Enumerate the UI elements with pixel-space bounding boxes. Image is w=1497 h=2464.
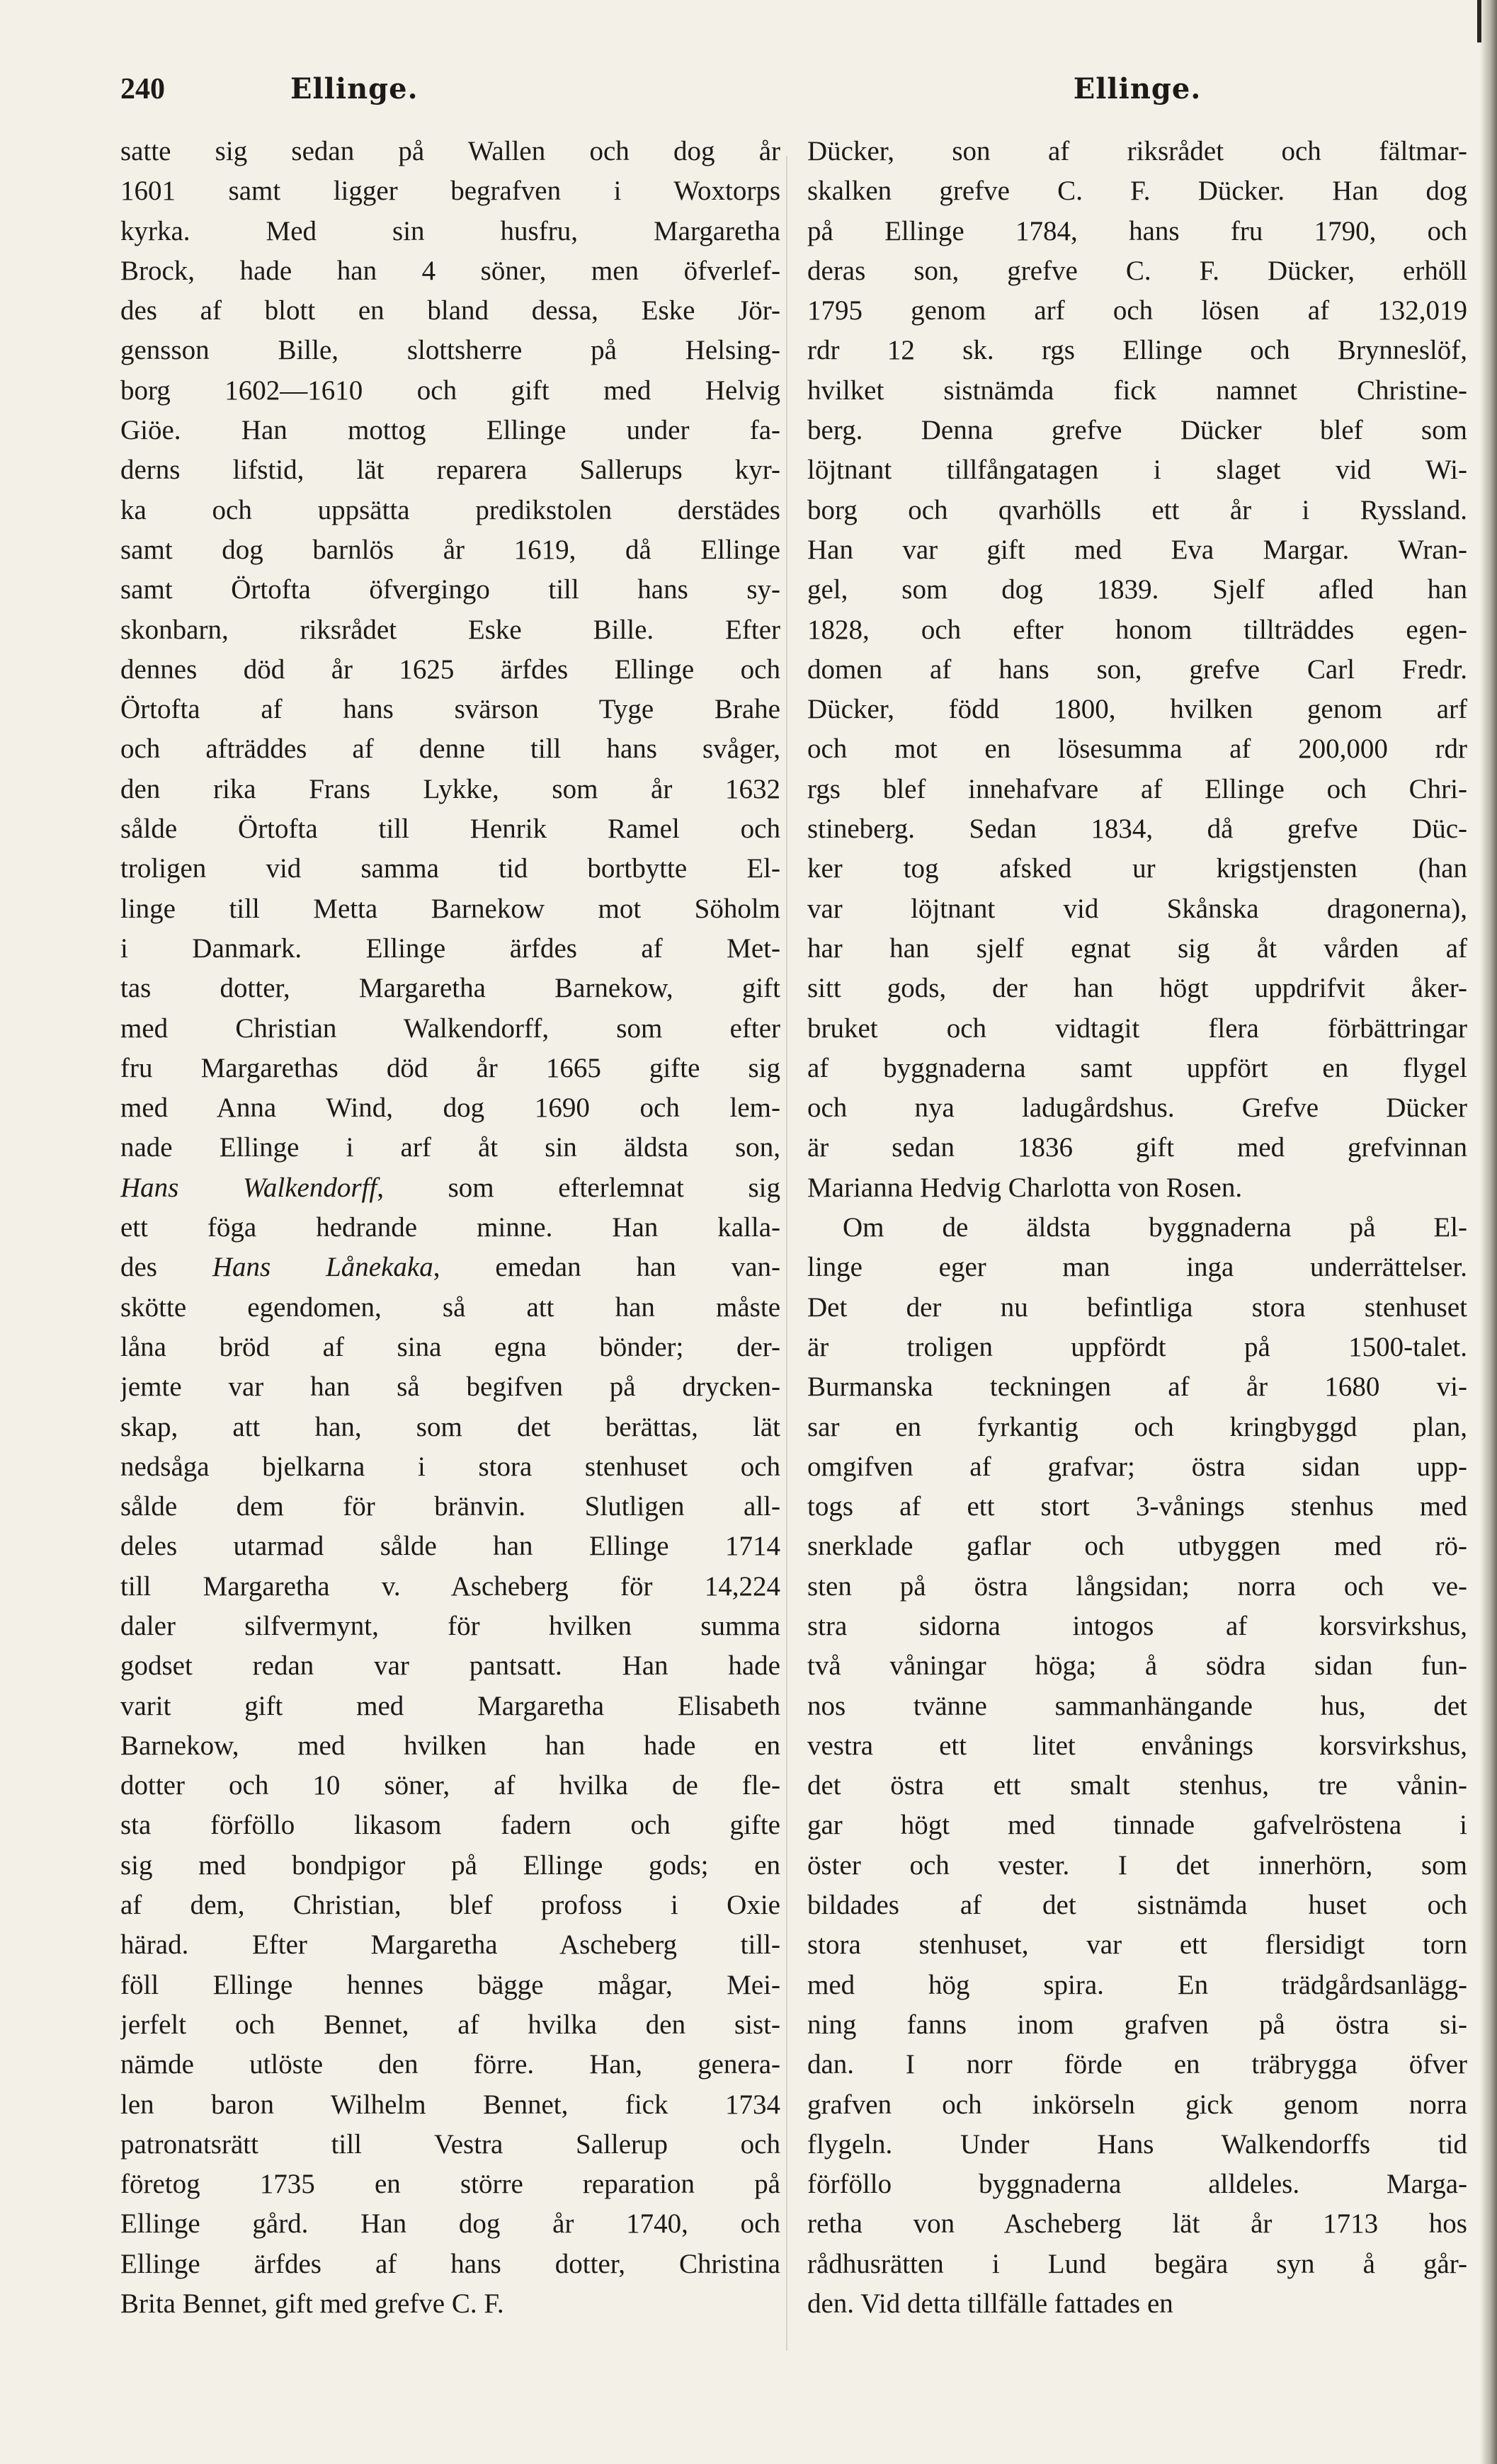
text-line: Marianna Hedvig Charlotta von Rosen. — [807, 1172, 1243, 1203]
text-line: den rika Frans Lykke, som år 1632 — [120, 773, 780, 804]
text-line: sålde dem för bränvin. Slutligen all- — [120, 1491, 780, 1522]
text-line: sten på östra långsidan; norra och ve- — [807, 1570, 1467, 1602]
text-line: två våningar höga; å södra sidan fun- — [807, 1650, 1467, 1682]
text-line: stineberg. Sedan 1834, då grefve Düc- — [807, 814, 1467, 845]
text-line: skap, att han, som det berättas, lät — [120, 1411, 780, 1442]
text-line: Han var gift med Eva Margar. Wran- — [807, 534, 1467, 565]
text-line: Om de äldsta byggnaderna på El- — [843, 1212, 1467, 1243]
text-line: skonbarn, riksrådet Eske Bille. Efter — [120, 614, 780, 645]
text-line: flygeln. Under Hans Walkendorffs tid — [807, 2128, 1467, 2160]
text-line: dennes död år 1625 ärfdes Ellinge och — [120, 654, 780, 685]
text-line: omgifven af grafvar; östra sidan upp- — [807, 1451, 1467, 1482]
text-line: sig med bondpigor på Ellinge gods; en — [120, 1849, 780, 1881]
left-page-header — [120, 68, 772, 110]
text-line: den. Vid detta tillfälle fattades en — [807, 2288, 1173, 2320]
text-line: Hans Walkendorff, som efterlemnat sig — [120, 1172, 780, 1203]
text-line: Barnekow, med hvilken han hade en — [120, 1730, 780, 1761]
text-line: berg. Denna grefve Dücker blef som — [807, 415, 1467, 446]
text-line: Örtofta af hans svärson Tyge Brahe — [120, 694, 780, 725]
text-line: dotter och 10 söner, af hvilka de fle- — [120, 1770, 780, 1801]
text-line: härad. Efter Margaretha Ascheberg till- — [120, 1929, 780, 1961]
text-line: gel, som dog 1839. Sjelf afled han — [807, 574, 1467, 605]
text-line: gensson Bille, slottsherre på Helsing- — [120, 335, 780, 366]
text-line: bruket och vidtagit flera förbättringar — [807, 1013, 1467, 1044]
text-line: gar högt med tinnade gafvelröstena i — [807, 1810, 1467, 1841]
left-running-title: Ellinge. — [290, 72, 419, 105]
text-line: och nya ladugårdshus. Grefve Dücker — [807, 1093, 1467, 1124]
book-edge-mark — [1477, 0, 1481, 42]
text-line: med hög spira. En trädgårdsanlägg- — [807, 1969, 1467, 2000]
page-number: 240 — [120, 73, 165, 105]
text-line: Ellinge ärfdes af hans dotter, Christina — [120, 2248, 780, 2279]
text-line: troligen vid samma tid bortbytte El- — [120, 853, 780, 884]
text-line: linge eger man inga underrättelser. — [807, 1252, 1467, 1283]
text-line: sar en fyrkantig och kringbyggd plan, — [807, 1411, 1467, 1442]
text-line: rgs blef innehafvare af Ellinge och Chri- — [807, 773, 1467, 804]
text-line: Ellinge gård. Han dog år 1740, och — [120, 2208, 780, 2240]
text-line: stora stenhuset, var ett flersidigt torn — [807, 1929, 1467, 1961]
text-line: bildades af det sistnämda huset och — [807, 1890, 1467, 1921]
column-divider — [786, 156, 787, 2351]
text-line: linge till Metta Barnekow mot Söholm — [120, 893, 780, 924]
text-line: ning fanns inom grafven på östra si- — [807, 2009, 1467, 2040]
text-line: sta förföllo likasom fadern och gifte — [120, 1810, 780, 1841]
text-line: löjtnant tillfångatagen i slaget vid Wi- — [807, 455, 1467, 486]
text-line: till Margaretha v. Ascheberg för 14,224 — [120, 1570, 780, 1602]
text-line: föll Ellinge hennes bägge mågar, Mei- — [120, 1969, 780, 2000]
text-line: förföllo byggnaderna alldeles. Marga- — [807, 2169, 1467, 2200]
text-line: af byggnaderna samt uppfört en flygel — [807, 1052, 1467, 1083]
left-text-column — [120, 132, 780, 2324]
text-line: rådhusrätten i Lund begära syn å går- — [807, 2248, 1467, 2279]
text-line: satte sig sedan på Wallen och dog år — [120, 136, 780, 166]
text-line: rdr 12 sk. rgs Ellinge och Brynneslöf, — [807, 335, 1467, 366]
text-line: är sedan 1836 gift med grefvinnan — [807, 1132, 1467, 1163]
text-line: är troligen uppfördt på 1500-talet. — [807, 1331, 1467, 1362]
right-text-column — [807, 132, 1467, 2324]
text-line: Burmanska teckningen af år 1680 vi- — [807, 1371, 1467, 1403]
text-line: Giöe. Han mottog Ellinge under fa- — [120, 415, 780, 446]
text-line: borg 1602—1610 och gift med Helvig — [120, 375, 780, 406]
text-line: grafven och inkörseln gick genom norra — [807, 2089, 1467, 2120]
text-line: låna bröd af sina egna bönder; der- — [120, 1331, 780, 1362]
text-line: domen af hans son, grefve Carl Fredr. — [807, 654, 1467, 685]
text-line: af dem, Christian, blef profoss i Oxie — [120, 1890, 780, 1921]
text-line: deras son, grefve C. F. Dücker, erhöll — [807, 255, 1467, 286]
text-line: 1601 samt ligger begrafven i Woxtorps — [120, 176, 780, 207]
text-line: daler silfvermynt, för hvilken summa — [120, 1610, 780, 1641]
text-line: des af blott en bland dessa, Eske Jör- — [120, 295, 780, 326]
text-line: skötte egendomen, så att han måste — [120, 1291, 780, 1323]
text-line: det östra ett smalt stenhus, tre vånin- — [807, 1770, 1467, 1801]
text-line: godset redan var pantsatt. Han hade — [120, 1650, 780, 1682]
text-line: stra sidorna intogos af korsvirkshus, — [807, 1610, 1467, 1641]
text-line: Brock, hade han 4 söner, men öfverlef- — [120, 255, 780, 286]
text-line: sitt gods, der han högt uppdrifvit åker- — [807, 973, 1467, 1004]
text-line: och mot en lösesumma af 200,000 rdr — [807, 734, 1467, 765]
text-line: var löjtnant vid Skånska dragonerna), — [807, 893, 1467, 924]
text-line: jemte var han så begifven på drycken- — [120, 1371, 780, 1403]
text-line: nade Ellinge i arf åt sin äldsta son, — [120, 1132, 780, 1163]
text-line: 1795 genom arf och lösen af 132,019 — [807, 295, 1467, 326]
text-line: patronatsrätt till Vestra Sallerup och — [120, 2128, 780, 2160]
text-line: öster och vester. I det innerhörn, som — [807, 1849, 1467, 1881]
text-line: med Christian Walkendorff, som efter — [120, 1013, 780, 1044]
text-line: ka och uppsätta predikstolen derstädes — [120, 494, 780, 525]
text-line: företog 1735 en större reparation på — [120, 2169, 780, 2200]
text-line: sålde Örtofta till Henrik Ramel och — [120, 814, 780, 845]
text-line: tas dotter, Margaretha Barnekow, gift — [120, 973, 780, 1004]
text-line: nämde utlöste den förre. Han, genera- — [120, 2049, 780, 2080]
right-running-title: Ellinge. — [1073, 72, 1202, 105]
text-line: len baron Wilhelm Bennet, fick 1734 — [120, 2089, 780, 2120]
text-line: Dücker, son af riksrådet och fältmar- — [807, 136, 1467, 166]
text-line: med Anna Wind, dog 1690 och lem- — [120, 1093, 780, 1124]
text-line: och afträddes af denne till hans svåger, — [120, 734, 780, 765]
text-line: togs af ett stort 3-vånings stenhus med — [807, 1491, 1467, 1522]
text-line: fru Margarethas död år 1665 gifte sig — [120, 1052, 780, 1083]
book-edge-shadow — [1480, 0, 1497, 2464]
text-line: samt dog barnlös år 1619, då Ellinge — [120, 534, 780, 565]
text-line: borg och qvarhölls ett år i Ryssland. — [807, 494, 1467, 525]
text-line: Det der nu befintliga stora stenhuset — [807, 1291, 1467, 1323]
text-line: ett föga hedrande minne. Han kalla- — [120, 1212, 780, 1243]
text-line: deles utarmad sålde han Ellinge 1714 — [120, 1531, 780, 1562]
text-line: Brita Bennet, gift med grefve C. F. — [120, 2288, 504, 2320]
text-line: jerfelt och Bennet, af hvilka den sist- — [120, 2009, 780, 2040]
text-line: derns lifstid, lät reparera Sallerups kyr- — [120, 455, 780, 486]
text-line: snerklade gaflar och utbyggen med rö- — [807, 1531, 1467, 1562]
text-line: 1828, och efter honom tillträddes egen- — [807, 614, 1467, 645]
text-line: vestra ett litet envånings korsvirkshus, — [807, 1730, 1467, 1761]
text-line: retha von Ascheberg lät år 1713 hos — [807, 2208, 1467, 2240]
text-line: varit gift med Margaretha Elisabeth — [120, 1690, 780, 1721]
right-page-header — [812, 68, 1463, 110]
text-line: dan. I norr förde en träbrygga öfver — [807, 2049, 1467, 2080]
text-line: kyrka. Med sin husfru, Margaretha — [120, 215, 780, 246]
text-line: skalken grefve C. F. Dücker. Han dog — [807, 176, 1467, 207]
text-line: des Hans Lånekaka, emedan han van- — [120, 1252, 780, 1283]
text-line: på Ellinge 1784, hans fru 1790, och — [807, 215, 1467, 246]
text-line: nedsåga bjelkarna i stora stenhuset och — [120, 1451, 780, 1482]
text-line: har han sjelf egnat sig åt vården af — [807, 932, 1467, 964]
text-line: samt Örtofta öfvergingo till hans sy- — [120, 574, 780, 605]
text-line: i Danmark. Ellinge ärfdes af Met- — [120, 932, 780, 964]
text-line: ker tog afsked ur krigstjensten (han — [807, 853, 1467, 884]
text-line: Dücker, född 1800, hvilken genom arf — [807, 694, 1467, 725]
text-line: nos tvänne sammanhängande hus, det — [807, 1690, 1467, 1721]
text-line: hvilket sistnämda fick namnet Christine- — [807, 375, 1467, 406]
